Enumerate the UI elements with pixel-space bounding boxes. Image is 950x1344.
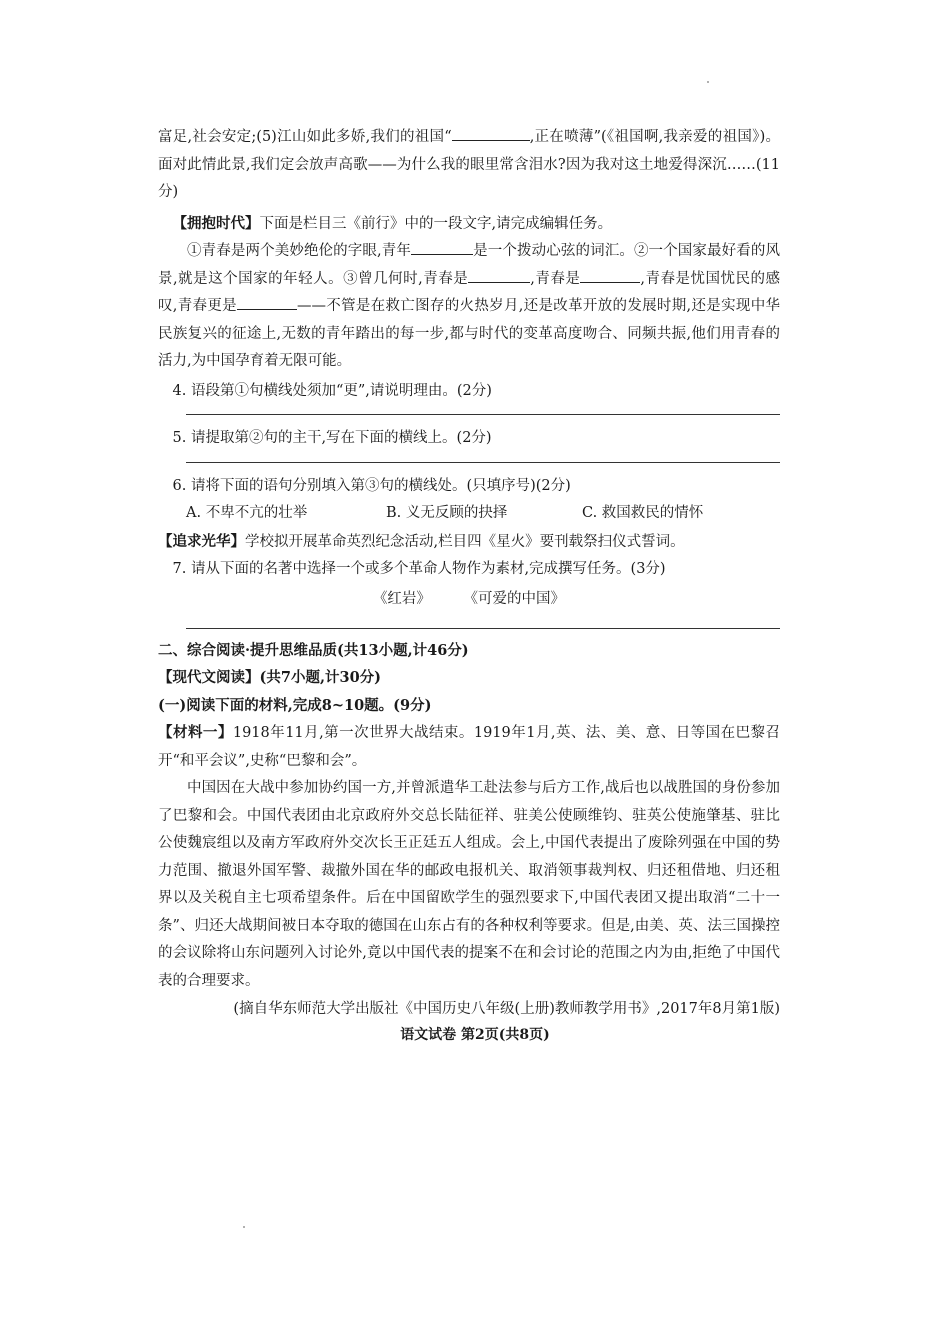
section3-passage: ①青春是两个美妙绝伦的字眼,青年 是一个拨动心弦的词汇。②一个国家最好看的风景,就是这个国家的年轻人。③曾几何时,青春是 ,青春是 ,青春是忧国忧民的感叹,青春更是 ——不管是在救亡图存的火热岁月,还是改革开放的发展时期,还是实现中华民族复兴的征途上,无数的青年踏出的每一步,都与时代的变革高度吻合、同频共振,他们用青春的活力,为中国孕育着无限可能。 (158, 238, 780, 376)
option-a: A. 不卑不亢的壮举 (186, 505, 308, 521)
q6-options (158, 500, 780, 528)
page-content (158, 124, 780, 1023)
answer-line[interactable] (186, 628, 780, 629)
option-c: C. 救国救民的情怀 (582, 505, 704, 521)
material-source: (摘自华东师范大学出版社《中国历史八年级(上册)教师教学用书》,2017年8月第1版) (233, 1001, 780, 1017)
option-b: B. 义无反顾的抉择 (386, 505, 508, 521)
material-1-body: 中国因在大战中参加协约国一方,并曾派遣华工赴法参与后方工作,战后也以战胜国的身份参加了巴黎和会。中国代表团由北京政府外交总长陆征祥、驻美公使顾维钧、驻英公使施肇基、驻比公使魏宸组以及南方军政府外交次长王正廷五人组成。会上,中国代表提出了废除列强在中国的势力范围、撤退外国军警、裁撤外国在华的邮政电报机关、取消领事裁判权、归还租借地、归还租界以及关税自主七项希望条件。后在中国留欧学生的强烈要求下,中国代表团又提出取消“二十一条”、归还大战期间被日本夺取的德国在山东占有的各种权利等要求。但是,由美、英、法三国操控的会议除将山东问题列入讨论外,竟以中国代表的提案不在和会讨论的范围之内为由,拒绝了中国代表的合理要求。 (158, 780, 780, 989)
scan-speck (243, 1226, 245, 1228)
fill-blank[interactable] (411, 240, 473, 256)
section4-heading: 【追求光华】学校拟开展革命英烈纪念活动,栏目四《星火》要刊载祭扫仪式誓词。 (158, 532, 685, 550)
scan-speck (707, 81, 709, 83)
question-7: 7. 请从下面的名著中选择一个或多个革命人物作为素材,完成撰写任务。(3分) (172, 561, 666, 577)
answer-line[interactable] (186, 414, 780, 415)
fill-blank[interactable] (237, 295, 297, 311)
intro-paragraph: 富足,社会安定;(5)江山如此多娇,我们的祖国“ ,正在喷薄”(《祖国啊,我亲爱的祖国》)。面对此情此景,我们定会放声高歌——为什么我的眼里常含泪水?因为我对这土地爱得深沉……(11分) (158, 124, 780, 207)
book-list (158, 584, 780, 614)
fill-blank[interactable] (468, 267, 530, 283)
fill-blank[interactable] (580, 267, 640, 283)
reading1-heading: (一)阅读下面的材料,完成8~10题。(9分) (158, 696, 432, 714)
section3-heading: 【拥抱时代】下面是栏目三《前行》中的一段文字,请完成编辑任务。 (172, 214, 613, 232)
part2-title: 二、综合阅读·提升思维品质(共13小题,计46分) (158, 641, 469, 659)
book-title: 《可爱的中国》 (463, 590, 566, 607)
fill-blank[interactable] (452, 126, 530, 142)
material-1-intro: 【材料一】1918年11月,第一次世界大战结束。1919年1月,英、法、美、意、日等国在巴黎召开“和平会议”,史称“巴黎和会”。 (158, 724, 781, 769)
page-footer: 语文试卷 第2页(共8页) (400, 1027, 550, 1043)
question-5: 5. 请提取第②句的主干,写在下面的横线上。(2分) (172, 430, 492, 446)
question-6: 6. 请将下面的语句分别填入第③句的横线处。(只填序号)(2分) (172, 477, 571, 494)
part2-subtitle: 【现代文阅读】(共7小题,计30分) (158, 669, 382, 686)
book-title: 《红岩》 (372, 590, 431, 607)
question-4: 4. 语段第①句横线处须加“更”,请说明理由。(2分) (172, 382, 492, 399)
answer-line[interactable] (186, 462, 780, 463)
